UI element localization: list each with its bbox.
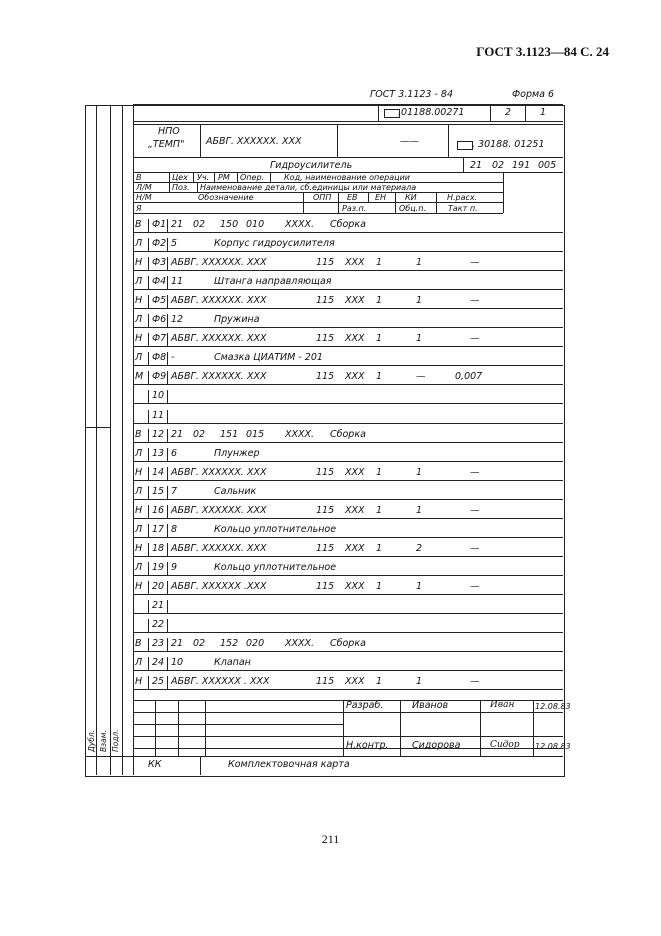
razrab-sign: Иван — [490, 700, 515, 710]
row-type: Л — [135, 485, 143, 497]
row-cell: Сборка — [330, 219, 366, 230]
row-cell: XXX — [345, 333, 365, 345]
row-type: М — [135, 371, 144, 383]
row-type: В — [135, 428, 142, 440]
hdr-nm: Н/М — [136, 193, 152, 202]
row-cell: — — [470, 333, 480, 345]
row-cell: 1 — [416, 257, 423, 269]
row-cell: 010 — [246, 219, 265, 230]
row-cell: 7 — [171, 485, 178, 497]
row-cell: АБВГ. XXXXXX. XXX — [171, 257, 267, 269]
row-number: 16 — [152, 504, 165, 516]
row-cell: 1 — [376, 542, 383, 554]
hdr-opp: ОПП — [313, 193, 332, 202]
nkontr-date: 12.08.83 — [535, 742, 571, 751]
row-cell: АБВГ. XXXXXX. XXX — [171, 504, 267, 516]
nkontr-label: Н.контр. — [346, 740, 389, 751]
row-cell: 9 — [171, 561, 178, 573]
row-cell: АБВГ. XXXXXX. XXX — [171, 542, 267, 554]
page-number: 211 — [321, 832, 340, 846]
row-cell: 152 — [220, 638, 239, 650]
row-cell: 02 — [193, 638, 206, 650]
row-cell: 1 — [376, 371, 383, 383]
row-cell: 1 — [416, 333, 423, 345]
hdr-uch: Уч. — [197, 173, 210, 182]
row-number: 11 — [152, 409, 165, 421]
row-type: Л — [135, 314, 143, 326]
footer-title: Комплектовочная карта — [228, 759, 350, 770]
row-cell: 150 — [220, 219, 239, 230]
row-type: В — [135, 219, 142, 230]
row-type: Л — [135, 657, 143, 669]
row-number: 25 — [152, 676, 165, 688]
row-cell: 115 — [316, 542, 335, 554]
row-type: Н — [135, 466, 143, 478]
product-code: АБВГ. XXXXXX. XXX — [206, 136, 302, 147]
row-cell: 1 — [376, 580, 383, 592]
row-cell: Смазка ЦИАТИМ - 201 — [214, 352, 323, 364]
row-cell: 02 — [193, 428, 206, 440]
sheet-number: 1 — [540, 107, 547, 118]
row-cell: — — [470, 466, 480, 478]
row-cell: Сборка — [330, 638, 366, 650]
row-number: Ф3 — [152, 257, 167, 269]
row-number: 23 — [152, 638, 165, 650]
hdr-obcp: Обц.п. — [399, 204, 426, 213]
row-cell: Корпус гидроусилителя — [214, 238, 335, 250]
hdr-kod: Код, наименование операции — [284, 173, 410, 182]
row-cell: 115 — [316, 371, 335, 383]
row-cell: 6 — [171, 447, 178, 459]
row-type: Н — [135, 257, 143, 269]
row-cell: Пружина — [214, 314, 260, 326]
hdr-en: ЕН — [375, 193, 387, 202]
row-type: Н — [135, 504, 143, 516]
dash: —— — [400, 136, 419, 147]
row-cell: АБВГ. XXXXXX . XXX — [171, 676, 270, 688]
nkontr-sign: Сидор — [490, 740, 520, 750]
row-cell: 115 — [316, 257, 335, 269]
row-cell: 115 — [316, 676, 335, 688]
row-cell: 5 — [171, 238, 178, 250]
row-cell: 115 — [316, 466, 335, 478]
row-cell: XXX — [345, 542, 365, 554]
hdr-taktp: Такт п. — [448, 204, 478, 213]
row-number: 22 — [152, 619, 165, 631]
row-number: 21 — [152, 600, 165, 611]
razrab-date: 12.08.83 — [535, 702, 571, 711]
row-type: Л — [135, 523, 143, 535]
row-number: Ф4 — [152, 276, 167, 288]
row-number: 17 — [152, 523, 165, 535]
row-number: Ф8 — [152, 352, 167, 364]
title-code-4: 005 — [538, 160, 557, 171]
row-cell: XXX — [345, 257, 365, 269]
hdr-ev: ЕВ — [347, 193, 358, 202]
row-cell: АБВГ. XXXXXX. XXX — [171, 333, 267, 345]
row-number: 12 — [152, 428, 165, 440]
sheets-total: 2 — [505, 107, 512, 118]
row-cell: — — [416, 371, 426, 383]
row-cell: 1 — [416, 295, 423, 307]
row-type: Н — [135, 542, 143, 554]
side-label-dubl: Дубл. — [87, 729, 96, 752]
row-number: 24 — [152, 657, 165, 669]
doc-code2: . 30188. 01251 — [472, 139, 545, 150]
row-cell: — — [470, 504, 480, 516]
gost-label: ГОСТ 3.1123 - 84 — [370, 89, 454, 100]
row-type: Н — [135, 333, 143, 345]
org-line2: „ТЕМП" — [148, 139, 185, 150]
row-number: Ф1 — [152, 219, 167, 230]
title-code-1: 21 — [470, 160, 483, 171]
hdr-oper: Опер. — [240, 173, 265, 182]
row-cell: 11 — [171, 276, 184, 288]
hdr-ceh: Цех — [172, 173, 188, 182]
row-cell: XXX — [345, 466, 365, 478]
side-label-vzam: Взам. — [99, 730, 108, 752]
row-cell: — — [470, 676, 480, 688]
row-cell: 8 — [171, 523, 178, 535]
row-cell: 1 — [376, 676, 383, 688]
row-type: Л — [135, 447, 143, 459]
row-cell: XXXX. — [285, 428, 315, 440]
row-type: Л — [135, 561, 143, 573]
row-cell: АБВГ. XXXXXX. XXX — [171, 466, 267, 478]
row-cell: 21 — [171, 219, 184, 230]
row-cell: XXX — [345, 504, 365, 516]
row-cell: 115 — [316, 580, 335, 592]
row-cell: Кольцо уплотнительное — [214, 523, 337, 535]
hdr-poz: Поз. — [172, 183, 190, 192]
row-cell: 015 — [246, 428, 265, 440]
page-header: ГОСТ 3.1123—84 С. 24 — [476, 44, 609, 59]
row-cell: 21 — [171, 638, 184, 650]
row-cell: 21 — [171, 428, 184, 440]
doc-code: .01188.00271 — [398, 107, 465, 118]
row-cell: 1 — [376, 466, 383, 478]
row-cell: Плунжер — [214, 447, 260, 459]
forma-label: Форма 6 — [512, 89, 555, 100]
row-cell: Сальник — [214, 485, 257, 497]
row-type: Л — [135, 352, 143, 364]
hdr-lm: Л/М — [136, 183, 152, 192]
side-label-podl: Подл. — [111, 729, 120, 752]
row-type: В — [135, 638, 142, 650]
hdr-ya: Я — [136, 204, 142, 213]
row-cell: 1 — [416, 466, 423, 478]
hdr-rm: РМ — [218, 173, 230, 182]
row-cell: 12 — [171, 314, 184, 326]
row-cell: XXX — [345, 676, 365, 688]
row-type: Н — [135, 580, 143, 592]
row-number: Ф6 — [152, 314, 167, 326]
hdr-ki: КИ — [405, 193, 417, 202]
row-cell: 1 — [416, 580, 423, 592]
row-cell: 020 — [246, 638, 265, 650]
row-cell: — — [470, 580, 480, 592]
row-number: 14 — [152, 466, 165, 478]
footer-code: КК — [148, 759, 162, 770]
row-number: Ф5 — [152, 295, 167, 307]
row-number: Ф9 — [152, 371, 167, 383]
org-line1: НПО — [158, 126, 180, 137]
title: Гидроусилитель — [270, 160, 353, 171]
row-cell: 115 — [316, 333, 335, 345]
row-cell: АБВГ. XXXXXX. XXX — [171, 371, 267, 383]
row-type: Л — [135, 276, 143, 288]
hdr-razp: Раз.п. — [342, 204, 367, 213]
row-number: 13 — [152, 447, 165, 459]
title-code-3: 191 — [512, 160, 531, 171]
hdr-nrash: Н.расх. — [447, 193, 478, 202]
row-cell: XXXX. — [285, 638, 315, 650]
row-cell: 1 — [376, 295, 383, 307]
row-cell: — — [470, 542, 480, 554]
row-number: 19 — [152, 561, 165, 573]
row-cell: 02 — [193, 219, 206, 230]
row-cell: 115 — [316, 504, 335, 516]
row-type: Н — [135, 295, 143, 307]
row-number: 10 — [152, 390, 165, 402]
row-cell: 2 — [416, 542, 423, 554]
row-number: 20 — [152, 580, 165, 592]
row-cell: 1 — [376, 504, 383, 516]
row-cell: 0,007 — [455, 371, 483, 383]
row-cell: 10 — [171, 657, 184, 669]
row-cell: 1 — [376, 257, 383, 269]
row-cell: — — [470, 257, 480, 269]
row-number: 15 — [152, 485, 165, 497]
row-cell: - — [171, 352, 175, 364]
row-cell: Сборка — [330, 428, 366, 440]
razrab-name: Иванов — [412, 700, 449, 711]
row-cell: 1 — [416, 504, 423, 516]
row-cell: 115 — [316, 295, 335, 307]
row-cell: Штанга направляющая — [214, 276, 332, 288]
row-number: Ф7 — [152, 333, 167, 345]
row-cell: 151 — [220, 428, 239, 440]
nkontr-name: Сидорова — [412, 740, 461, 751]
hdr-v: В — [136, 173, 142, 182]
row-cell: XXX — [345, 295, 365, 307]
row-number: 18 — [152, 542, 165, 554]
row-cell: 1 — [416, 676, 423, 688]
row-type: Л — [135, 238, 143, 250]
row-cell: 1 — [376, 333, 383, 345]
razrab-label: Разраб. — [346, 700, 384, 711]
row-cell: XXX — [345, 580, 365, 592]
row-type: Н — [135, 676, 143, 688]
row-cell: Кольцо уплотнительное — [214, 561, 337, 573]
row-number: Ф2 — [152, 238, 167, 250]
row-cell: АБВГ. XXXXXX. XXX — [171, 295, 267, 307]
hdr-oboz: Обозначение — [198, 193, 254, 202]
row-cell: XXXX. — [285, 219, 315, 230]
row-cell: Клапан — [214, 657, 251, 669]
hdr-naim: Наименование детали, сб.единицы или материала — [200, 183, 417, 192]
row-cell: — — [470, 295, 480, 307]
row-cell: АБВГ. XXXXXX .XXX — [171, 580, 267, 592]
row-cell: XXX — [345, 371, 365, 383]
title-code-2: 02 — [492, 160, 505, 171]
